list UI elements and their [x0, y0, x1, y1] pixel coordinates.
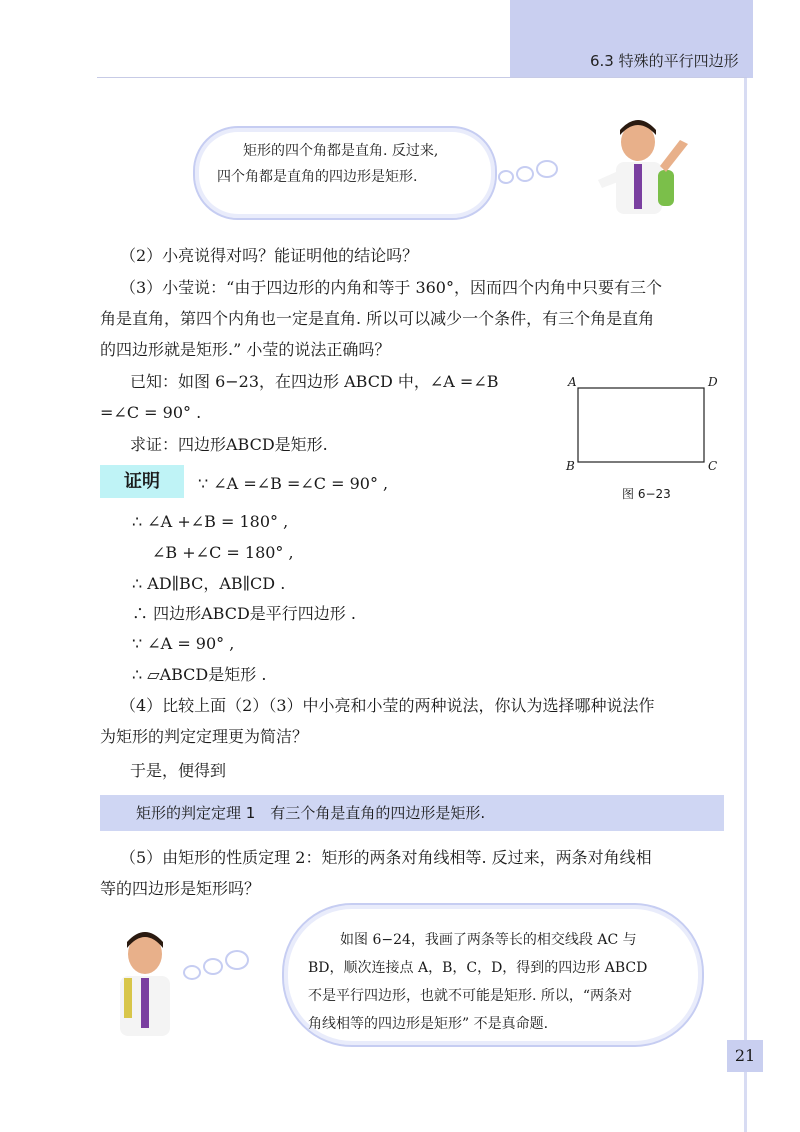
thought-dot [536, 160, 558, 178]
proof-step: ∴ 四边形ABCD是平行四边形 . [132, 604, 356, 623]
page-number: 21 [727, 1040, 763, 1072]
theorem-banner [100, 795, 724, 831]
section-title: 6.3 特殊的平行四边形 [590, 52, 739, 70]
proof-step: ∴ AD∥BC，AB∥CD . [132, 574, 286, 593]
vertex-label-c: C [708, 459, 718, 473]
proof-step: ∵ ∠A =∠B =∠C = 90° , [198, 474, 389, 493]
bubble-line: 四个角都是直角的四边形是矩形. [217, 169, 418, 185]
bubble-line: 如图 6−24，我画了两条等长的相交线段 AC 与 [340, 932, 637, 948]
question-5-line: （5）由矩形的性质定理 2：矩形的两条对角线相等. 反过来，两条对角线相 [120, 848, 652, 867]
thought-dot [203, 958, 223, 975]
boy-illustration [100, 920, 190, 1040]
proof-step: ∴ ▱ABCD是矩形 . [132, 665, 267, 684]
thought-dot [516, 166, 534, 182]
theorem-text: 矩形的判定定理 1 有三个角是直角的四边形是矩形. [136, 804, 486, 822]
so-text: 于是，便得到 [130, 761, 227, 780]
given-line: 已知：如图 6−23，在四边形 ABCD 中，∠A =∠B [130, 372, 499, 391]
question-3-line: 角是直角，第四个内角也一定是直角. 所以可以减少一个条件，有三个角是直角 [100, 309, 655, 328]
question-3-line: 的四边形就是矩形.” 小莹的说法正确吗？ [100, 340, 391, 359]
thought-dot [498, 170, 514, 184]
side-rule [744, 78, 747, 1132]
bubble-line: 角线相等的四边形是矩形” 不是真命题. [308, 1016, 549, 1032]
bubble-line: BD，顺次连接点 A，B，C，D，得到的四边形 ABCD [308, 960, 648, 976]
question-2: （2）小亮说得对吗？能证明他的结论吗？ [120, 246, 419, 265]
top-thought-bubble [193, 126, 497, 220]
prove-statement: 求证：四边形ABCD是矩形. [130, 435, 328, 454]
question-4-line: （4）比较上面（2）（3）中小亮和小莹的两种说法，你认为选择哪种说法作 [120, 696, 655, 715]
proof-label: 证明 [100, 465, 184, 498]
given-line: =∠C = 90° . [100, 403, 202, 422]
boy-illustration [580, 110, 700, 230]
bottom-thought-bubble [282, 903, 704, 1047]
proof-step: ∠B +∠C = 180° , [152, 543, 294, 562]
header-rule [97, 77, 747, 78]
vertex-label-a: A [568, 375, 577, 389]
thought-dot [225, 950, 249, 970]
rectangle-figure [560, 370, 730, 500]
bubble-line: 矩形的四个角都是直角. 反过来, [243, 143, 439, 159]
vertex-label-b: B [566, 459, 575, 473]
figure-caption: 图 6−23 [622, 487, 671, 501]
proof-step: ∴ ∠A +∠B = 180° , [132, 512, 289, 531]
vertex-label-d: D [708, 375, 718, 389]
question-5-line: 等的四边形是矩形吗？ [100, 879, 261, 898]
question-3-line: （3）小莹说：“由于四边形的内角和等于 360°，因而四个内角中只要有三个 [120, 278, 662, 297]
question-4-line: 为矩形的判定定理更为简洁？ [100, 727, 309, 746]
bubble-line: 不是平行四边形，也就不可能是矩形. 所以，“两条对 [308, 988, 633, 1004]
proof-step: ∵ ∠A = 90° , [132, 634, 235, 653]
